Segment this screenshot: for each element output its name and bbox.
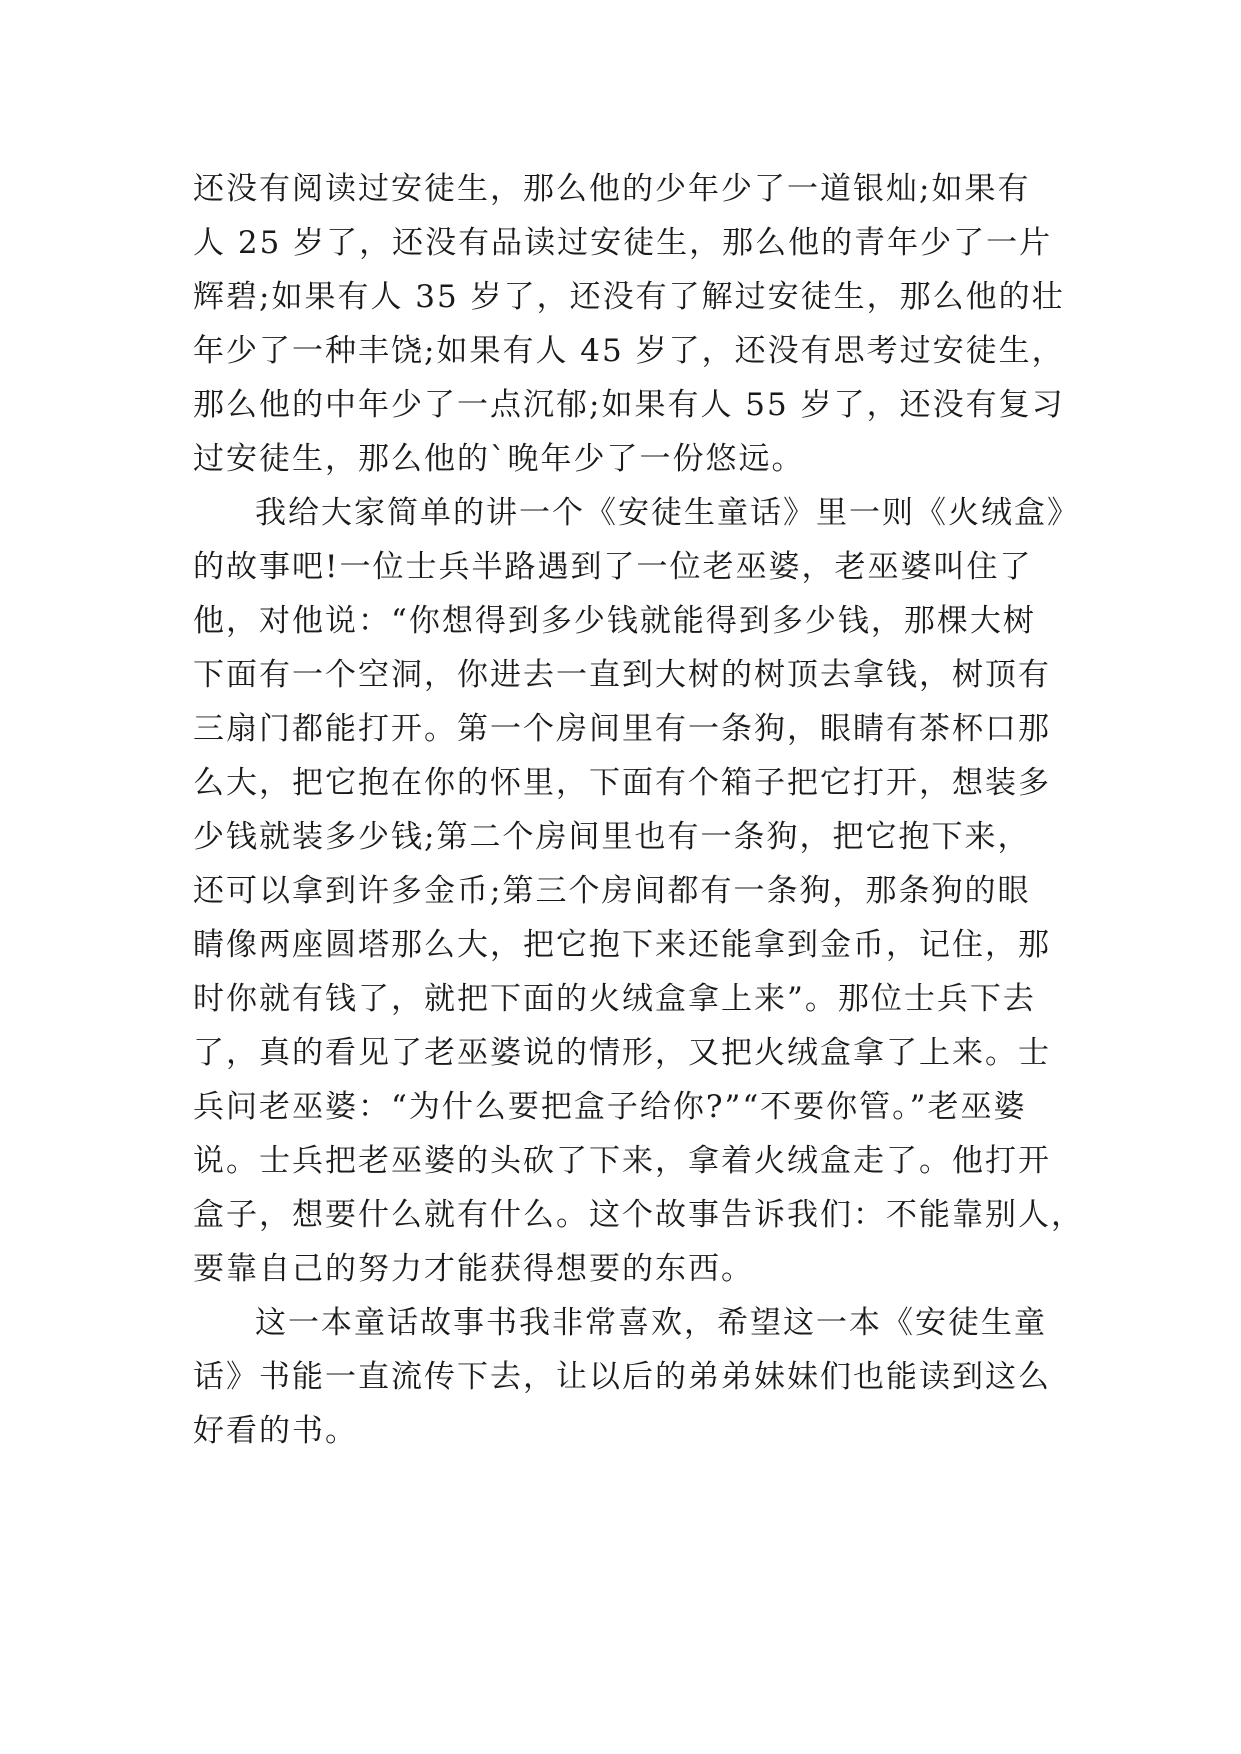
paragraph-first-line: 我给大家简单的讲一个《安徒生童话》里一则《火绒盒》 [255, 495, 1080, 531]
text-line: 话》书能一直流传下去，让以后的弟弟妹妹们也能读到这么 [193, 1359, 1051, 1395]
paragraph-first-line: 这一本童话故事书我非常喜欢，希望这一本《安徒生童 [255, 1305, 1047, 1341]
body-text [193, 162, 1084, 1458]
text-line: 年少了一种丰饶;如果有人 45 岁了，还没有思考过安徒生， [193, 333, 1065, 369]
text-line: 么大，把它抱在你的怀里，下面有个箱子把它打开，想装多 [193, 765, 1051, 801]
text-line: 时你就有钱了，就把下面的火绒盒拿上来”。那位士兵下去 [193, 981, 1036, 1017]
text-line: 少钱就装多少钱;第二个房间里也有一条狗，把它抱下来， [193, 819, 1031, 855]
text-line: 要靠自己的努力才能获得想要的东西。 [193, 1251, 754, 1287]
text-line: 还可以拿到许多金币;第三个房间都有一条狗，那条狗的眼 [193, 873, 1031, 909]
text-line: 还没有阅读过安徒生，那么他的少年少了一道银灿;如果有 [193, 171, 1031, 207]
text-line: 了，真的看见了老巫婆说的情形，又把火绒盒拿了上来。士 [193, 1035, 1051, 1071]
text-line: 睛像两座圆塔那么大，把它抱下来还能拿到金币，记住，那 [193, 927, 1051, 963]
text-line: 过安徒生，那么他的`晚年少了一份悠远。 [193, 441, 805, 477]
text-line: 人 25 岁了，还没有品读过安徒生，那么他的青年少了一片 [193, 225, 1053, 261]
text-line: 三扇门都能打开。第一个房间里有一条狗，眼睛有茶杯口那 [193, 711, 1051, 747]
text-line: 的故事吧!一位士兵半路遇到了一位老巫婆，老巫婆叫住了 [193, 549, 1033, 585]
text-line: 那么他的中年少了一点沉郁;如果有人 55 岁了，还没有复习 [193, 387, 1065, 423]
text-line: 辉碧;如果有人 35 岁了，还没有了解过安徒生，那么他的壮 [193, 279, 1065, 315]
text-line: 说。士兵把老巫婆的头砍了下来，拿着火绒盒走了。他打开 [193, 1143, 1051, 1179]
text-line: 盒子，想要什么就有什么。这个故事告诉我们：不能靠别人， [193, 1197, 1084, 1233]
text-line: 他，对他说：“你想得到多少钱就能得到多少钱，那棵大树 [193, 603, 1036, 639]
text-line: 兵问老巫婆：“为什么要把盒子给你?”“不要你管。”老巫婆 [193, 1089, 1027, 1125]
text-line: 好看的书。 [193, 1413, 358, 1449]
text-line: 下面有一个空洞，你进去一直到大树的树顶去拿钱，树顶有 [193, 657, 1051, 693]
